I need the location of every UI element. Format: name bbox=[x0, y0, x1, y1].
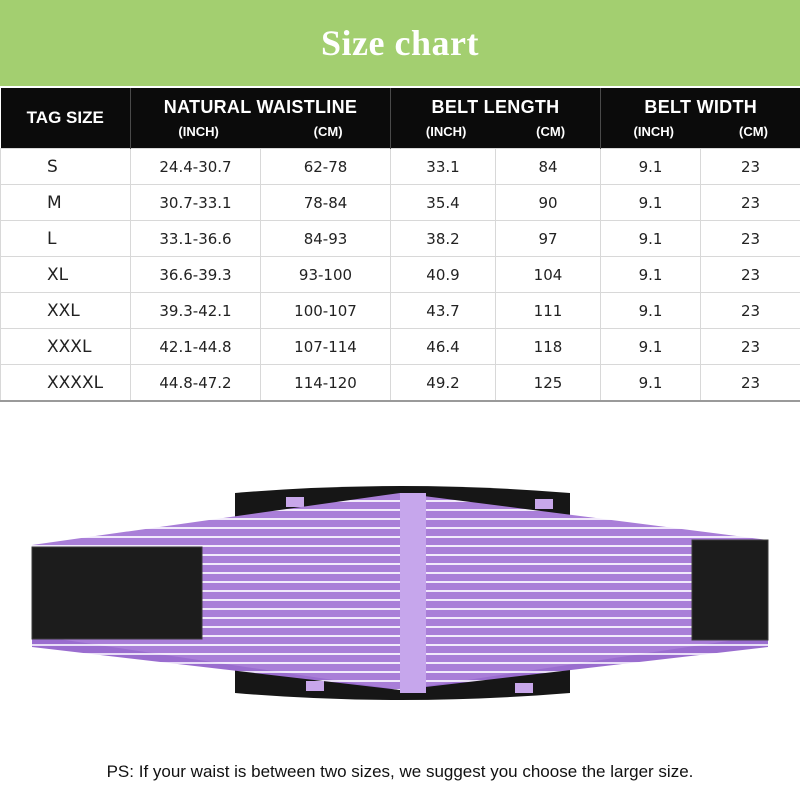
cell-width-cm: 23 bbox=[701, 329, 800, 365]
cell-length-cm: 84 bbox=[496, 149, 601, 185]
cell-length-inch: 46.4 bbox=[391, 329, 496, 365]
cell-length-inch: 35.4 bbox=[391, 185, 496, 221]
cell-size: XXXL bbox=[1, 329, 131, 365]
cell-length-cm: 90 bbox=[496, 185, 601, 221]
unit-cm: (CM) bbox=[313, 124, 343, 139]
cell-waist-cm: 84-93 bbox=[261, 221, 391, 257]
cell-length-cm: 97 bbox=[496, 221, 601, 257]
cell-length-inch: 38.2 bbox=[391, 221, 496, 257]
cell-waist-inch: 42.1-44.8 bbox=[131, 329, 261, 365]
cell-size: XXL bbox=[1, 293, 131, 329]
unit-inch: (INCH) bbox=[425, 124, 467, 139]
cell-length-inch: 49.2 bbox=[391, 365, 496, 402]
cell-length-inch: 40.9 bbox=[391, 257, 496, 293]
cell-size: XL bbox=[1, 257, 131, 293]
cell-width-cm: 23 bbox=[701, 293, 800, 329]
unit-cm: (CM) bbox=[739, 124, 768, 139]
cell-width-cm: 23 bbox=[701, 221, 800, 257]
table-row bbox=[1, 185, 800, 221]
cell-length-cm: 104 bbox=[496, 257, 601, 293]
cell-waist-cm: 62-78 bbox=[261, 149, 391, 185]
cell-length-inch: 33.1 bbox=[391, 149, 496, 185]
cell-waist-inch: 30.7-33.1 bbox=[131, 185, 261, 221]
unit-cm: (CM) bbox=[536, 124, 566, 139]
header-belt-width: BELT WIDTH (INCH) (CM) bbox=[601, 88, 800, 149]
size-chart-banner bbox=[0, 0, 800, 86]
waist-belt-illustration bbox=[30, 485, 770, 700]
cell-length-inch: 43.7 bbox=[391, 293, 496, 329]
cell-width-inch: 9.1 bbox=[601, 293, 701, 329]
table-header-row bbox=[1, 88, 800, 149]
unit-inch: (INCH) bbox=[633, 124, 674, 139]
table-row bbox=[1, 293, 800, 329]
cell-width-cm: 23 bbox=[701, 257, 800, 293]
table-row bbox=[1, 329, 800, 365]
page-title: Size chart bbox=[321, 23, 479, 63]
table-row bbox=[1, 365, 800, 402]
cell-width-inch: 9.1 bbox=[601, 329, 701, 365]
cell-length-cm: 111 bbox=[496, 293, 601, 329]
cell-waist-inch: 44.8-47.2 bbox=[131, 365, 261, 402]
cell-width-cm: 23 bbox=[701, 185, 800, 221]
cell-waist-cm: 114-120 bbox=[261, 365, 391, 402]
size-table bbox=[0, 88, 800, 402]
cell-waist-cm: 78-84 bbox=[261, 185, 391, 221]
cell-waist-inch: 24.4-30.7 bbox=[131, 149, 261, 185]
cell-size: M bbox=[1, 185, 131, 221]
cell-width-inch: 9.1 bbox=[601, 149, 701, 185]
cell-waist-inch: 39.3-42.1 bbox=[131, 293, 261, 329]
cell-width-inch: 9.1 bbox=[601, 365, 701, 402]
header-natural-waistline: NATURAL WAISTLINE (INCH) (CM) bbox=[131, 88, 391, 149]
cell-size: S bbox=[1, 149, 131, 185]
cell-width-inch: 9.1 bbox=[601, 221, 701, 257]
cell-length-cm: 125 bbox=[496, 365, 601, 402]
cell-waist-inch: 36.6-39.3 bbox=[131, 257, 261, 293]
header-belt-length: BELT LENGTH (INCH) (CM) bbox=[391, 88, 601, 149]
cell-waist-inch: 33.1-36.6 bbox=[131, 221, 261, 257]
cell-width-cm: 23 bbox=[701, 149, 800, 185]
cell-width-cm: 23 bbox=[701, 365, 800, 402]
cell-width-inch: 9.1 bbox=[601, 185, 701, 221]
unit-inch: (INCH) bbox=[178, 124, 219, 139]
header-tag-size: TAG SIZE bbox=[1, 88, 131, 149]
cell-size: L bbox=[1, 221, 131, 257]
table-row bbox=[1, 149, 800, 185]
waist-belt-image bbox=[30, 485, 770, 700]
cell-waist-cm: 93-100 bbox=[261, 257, 391, 293]
sizing-note: PS: If your waist is between two sizes, we suggest you choose the larger size. bbox=[106, 762, 694, 781]
cell-size: XXXXL bbox=[1, 365, 131, 402]
cell-waist-cm: 100-107 bbox=[261, 293, 391, 329]
cell-waist-cm: 107-114 bbox=[261, 329, 391, 365]
table-row bbox=[1, 221, 800, 257]
table-row bbox=[1, 257, 800, 293]
cell-width-inch: 9.1 bbox=[601, 257, 701, 293]
cell-length-cm: 118 bbox=[496, 329, 601, 365]
